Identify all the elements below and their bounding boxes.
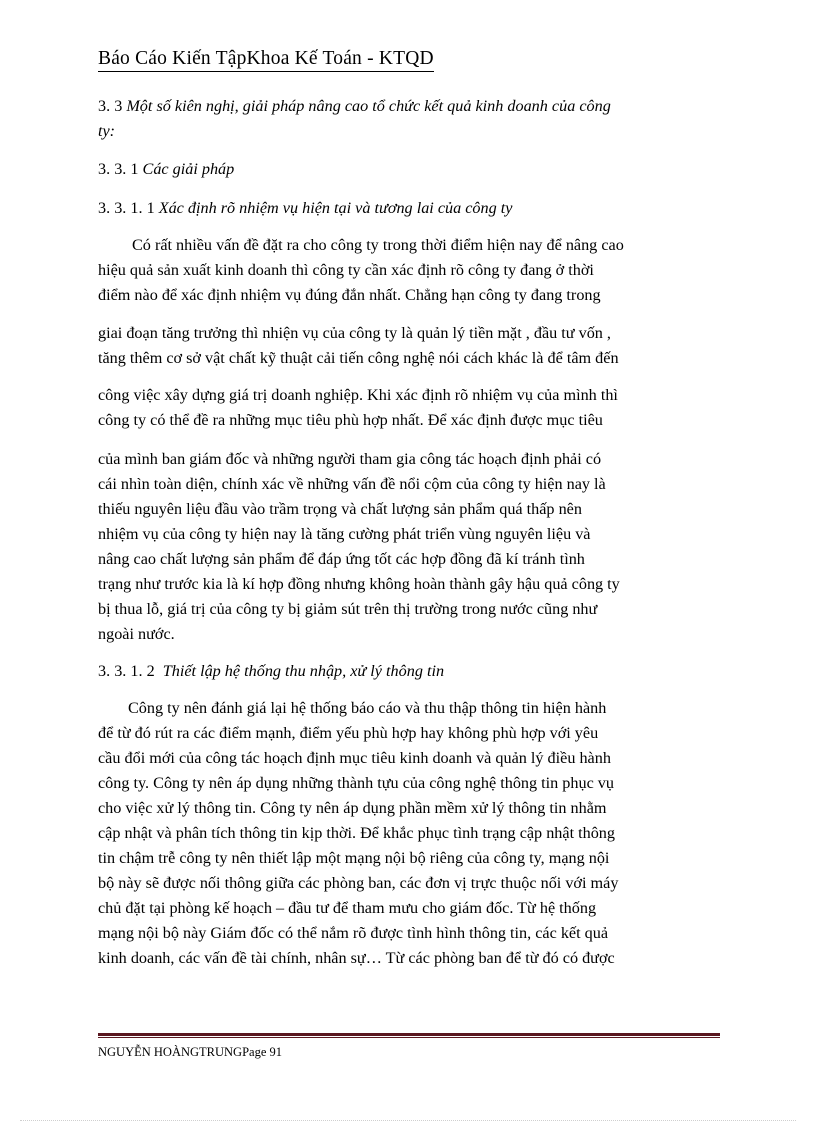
footer-rule	[98, 1033, 720, 1038]
paragraph2-line: bộ này sẽ được nối thông giữa các phòng ban, các đơn vị trực thuộc nối với máy	[98, 874, 619, 892]
section-title: Thiết lập hệ thống thu nhập, xử lý thông tin	[162, 662, 445, 680]
paragraph2-line: kinh doanh, các vấn đề tài chính, nhân sự… Từ các phòng ban để từ đó có được	[98, 949, 615, 967]
page-bottom-divider	[20, 1120, 796, 1121]
section-number: 3. 3. 1	[98, 160, 139, 178]
paragraph1-line: tăng thêm cơ sở vật chất kỹ thuật cải tiến công nghệ nói cách khác là để tâm đến	[98, 349, 619, 367]
paragraph1-line: của mình ban giám đốc và những người tham gia công tác hoạch định phải có	[98, 450, 602, 468]
paragraph1-line: hiệu quả sản xuất kinh doanh thì công ty cần xác định rõ công ty đang ở thời	[98, 261, 594, 279]
section-3-3-1-2-heading	[98, 662, 444, 681]
paragraph1-line: công việc xây dựng giá trị doanh nghiệp. Khi xác định rõ nhiệm vụ của mình thì	[98, 386, 618, 404]
paragraph1-line: nâng cao chất lượng sản phẩm để đáp ứng tốt các hợp đồng đã kí tránh tình	[98, 550, 585, 568]
paragraph2-line: công ty. Công ty nên áp dụng những thành tựu của công nghệ thông tin phục vụ	[98, 774, 614, 792]
section-number: 3. 3	[98, 97, 123, 115]
section-3-3-1-1-heading	[98, 199, 512, 218]
section-3-3-1-heading	[98, 160, 234, 179]
paragraph2-line: chủ đặt tại phòng kế hoạch – đầu tư để tham mưu cho giám đốc. Từ hệ thống	[98, 899, 597, 917]
page-footer: NGUYỄN HOÀNGTRUNGPage 91	[98, 1045, 283, 1059]
section-title: Một số kiên nghị, giải pháp nâng cao tổ chức kết quả kinh doanh của công	[126, 97, 611, 115]
paragraph1-line: thiếu nguyên liệu đầu vào trầm trọng và chất lượng sản phẩm quá thấp nên	[98, 500, 582, 518]
paragraph1-line: nhiệm vụ của công ty hiện nay là tăng cường phát triển vùng nguyên liệu và	[98, 525, 591, 543]
section-number: 3. 3. 1. 2	[98, 662, 155, 680]
section-3-3-heading	[98, 97, 611, 116]
paragraph2-line: Công ty nên đánh giá lại hệ thống báo cáo và thu thập thông tin hiện hành	[128, 699, 607, 717]
section-number: 3. 3. 1. 1	[98, 199, 155, 217]
paragraph1-line: cái nhìn toàn diện, chính xác về những vấn đề nổi cộm của công ty hiện nay là	[98, 475, 606, 493]
section-3-3-heading-cont: ty:	[98, 122, 116, 140]
paragraph1-line: Có rất nhiều vấn đề đặt ra cho công ty trong thời điểm hiện nay để nâng cao	[132, 236, 624, 254]
paragraph1-line: giai đoạn tăng trưởng thì nhiện vụ của công ty là quản lý tiền mặt , đầu tư vốn ,	[98, 324, 611, 342]
paragraph1-line: trạng như trước kia là kí hợp đồng nhưng không hoàn thành gây hậu quả công ty	[98, 575, 620, 593]
section-title: Các giải pháp	[142, 160, 235, 178]
paragraph2-line: mạng nội bộ này Giám đốc có thể nắm rõ được tình hình thông tin, các kết quả	[98, 924, 609, 942]
paragraph1-line: ngoài nước.	[98, 625, 175, 643]
paragraph1-line: bị thua lỗ, giá trị của công ty bị giảm sút trên thị trường trong nước cũng như	[98, 600, 598, 618]
section-title: Xác định rõ nhiệm vụ hiện tại và tương lai của công ty	[158, 199, 513, 217]
paragraph2-line: cầu đổi mới của công tác hoạch định mục tiêu kinh doanh và quản lý điều hành	[98, 749, 611, 767]
paragraph1-line: công ty có thể đề ra những mục tiêu phù hợp nhất. Để xác định được mục tiêu	[98, 411, 603, 429]
page-header: Báo Cáo Kiến TậpKhoa Kế Toán - KTQD	[98, 48, 434, 72]
paragraph2-line: cho việc xử lý thông tin. Công ty nên áp dụng phần mềm xử lý thông tin nhằm	[98, 799, 607, 817]
paragraph2-line: cập nhật và phân tích thông tin kịp thời. Để khắc phục tình trạng cập nhật thông	[98, 824, 615, 842]
paragraph1-line: điểm nào để xác định nhiệm vụ đúng đắn nhất. Chẳng hạn công ty đang trong	[98, 286, 601, 304]
paragraph2-line: tin chậm trễ công ty nên thiết lập một mạng nội bộ riêng của công ty, mạng nội	[98, 849, 610, 867]
paragraph2-line: để từ đó rút ra các điểm mạnh, điểm yếu phù hợp hay không phù hợp với yêu	[98, 724, 599, 742]
